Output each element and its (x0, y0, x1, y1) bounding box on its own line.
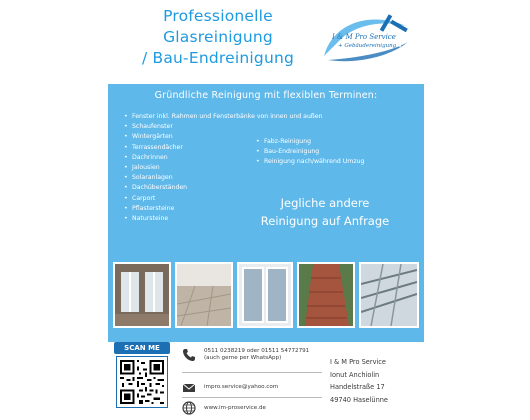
postal-address (330, 356, 420, 406)
service-item: • Pflastersteine (124, 204, 323, 214)
service-item: • Terrassendächer (124, 143, 323, 153)
service-item: • Fabz-Reinigung (256, 137, 364, 147)
on-request-line: Reinigung auf Anfrage (260, 214, 390, 228)
envelope-icon (182, 381, 196, 395)
contact-email (182, 381, 322, 395)
phone-line: 0511 0238219 oder 01511 54772791 (204, 348, 310, 354)
service-item: • Jalousien (124, 163, 323, 173)
logo-company-name: I & M Pro Service (332, 33, 396, 41)
address-person: Ionut Anchiolin (330, 370, 380, 379)
service-item: • Dachüberständen (124, 183, 323, 193)
on-request-note (240, 194, 410, 230)
qr-code[interactable] (116, 356, 168, 408)
service-item: • Dachrinnen (124, 153, 323, 163)
contact-website (182, 401, 322, 415)
services-list-right (256, 137, 364, 168)
photo-paving-stones (297, 262, 355, 328)
address-street: Handelstraße 17 (330, 383, 385, 391)
flyer (108, 0, 424, 420)
flyer-header (108, 0, 424, 84)
service-item: • Bau-Endreinigung (256, 147, 364, 157)
company-logo (314, 12, 412, 66)
on-request-line: Jegliche andere (280, 196, 370, 210)
title-line: Glasreinigung (163, 28, 273, 46)
phone-note: (auch gerne per WhatsApp) (204, 355, 282, 361)
contact-footer (108, 342, 424, 420)
phone-icon (182, 348, 196, 362)
services-panel (108, 84, 424, 342)
flyer-title (112, 6, 324, 69)
logo-company-tagline: + Gebäudereinigung (338, 43, 397, 49)
qr-code-graphic (120, 360, 164, 404)
title-line: Professionelle (163, 7, 273, 25)
service-item: • Reinigung nach/während Umzug (256, 157, 364, 167)
address-city: 49740 Haselünne (330, 395, 388, 404)
service-item: • Natursteine (124, 214, 323, 224)
website-link[interactable]: www.im-proservice.de (204, 405, 266, 411)
photo-windows (113, 262, 171, 328)
title-line: / Bau-Endreinigung (141, 49, 295, 67)
globe-icon (182, 401, 196, 415)
phone-number[interactable] (204, 348, 309, 362)
photo-conservatory-roof (359, 262, 419, 328)
photo-glass-doors (237, 262, 293, 328)
service-item: • Solaranlagen (124, 173, 323, 183)
email-address[interactable]: impro.service@yahoo.com (204, 384, 279, 390)
service-item: • Carport (124, 194, 323, 204)
services-headline: Gründliche Reinigung mit flexiblen Terminen: (154, 90, 378, 101)
service-item: • Schaufenster (124, 122, 323, 132)
contact-phone (182, 348, 322, 368)
photo-tiled-floor (175, 262, 233, 328)
scan-me-label: SCAN ME (114, 342, 170, 354)
service-item: • Wintergärten (124, 132, 323, 142)
service-item: • Fenster inkl. Rahmen und Fensterbänke von innen und außen (124, 112, 323, 122)
photo-strip (113, 262, 419, 328)
address-company: I & M Pro Service (330, 358, 386, 366)
divider (182, 372, 322, 373)
divider (182, 397, 322, 398)
